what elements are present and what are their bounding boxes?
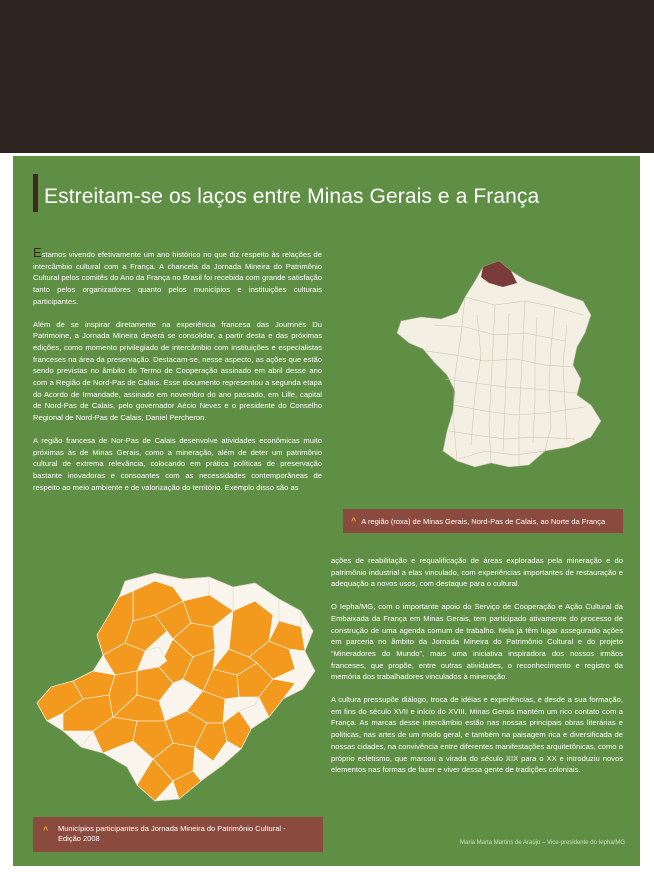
- france-outline: [397, 261, 601, 467]
- right-text-column: [331, 555, 623, 787]
- paragraph-nord-pas-de-calais: A região francesa de Nor-Pas de Calais desenvolve atividades econômicas muito próximas às de Minas Gerais, como a mineração, além de deter um patrimônio cultural de extrema relevância, colocando em prática políticas de preservação bastante inovadoras e consoantes com as necessidades contemporâneas de respeito ao meio ambiente e de valorização do território. Exemplo disso são as: [33, 435, 322, 492]
- author-signature: Maria Marta Martins de Araújo – Vice-presidente do Iepha/MG: [460, 840, 625, 846]
- france-caption-line: [351, 516, 605, 527]
- paragraph-intro: [33, 247, 322, 308]
- top-header-band: [0, 0, 654, 153]
- france-map: [395, 255, 617, 475]
- minas-gerais-map: [33, 571, 323, 806]
- paragraph-reabilitacao: ações de reabilitação e requalificação de áreas exploradas pela mineração e do patrimônio industrial a elas vinculado, com experiências importantes de restauração e adequação a novos usos, com destaque para o cultural.: [331, 556, 623, 589]
- minas-caption-text: Municípios participantes da Jornada Mineira do Patrimônio Cultural - Edição 2008: [58, 824, 286, 843]
- paragraph-iepha: O Iepha/MG, com o importante apoio do Serviço de Cooperação e Ação Cultural da Embaixada da França em Minas Gerais, tem participado ativamente do processo de construção de uma agenda comum de trabalho. Nela já têm lugar assegurado ações em parceria no âmbito da Jornada Mineira do Patrimônio Cultural e do projeto “Mineradores do Mundo”, mais uma iniciativa inspiradora dos nossos irmãos franceses, que propõe, entre outras atividades, o reconhecimento e registro da memória dos trabalhadores vinculados à mineração.: [331, 602, 623, 682]
- drop-cap: E: [33, 245, 42, 260]
- article-title: Estreitam-se os laços entre Minas Gerais e a França: [44, 185, 540, 208]
- paragraph-cultura: A cultura pressupõe diálogo, troca de idéias e experiências, e desde a sua formação, em fins do século XVII e início do XVIII, Minas Gerais mantém um rico contato com a França. As marcas desse intercâmbio estão nas nossas principais obras literárias e políticas, nas artes de um modo geral, e também na paisagem rica e diversificada de nossas cidades, na convivência entre diferentes manifestações arquitetônicas, como o próprio ecletismo, que marcou a virada do século XIX para o XX e introduziu novos elementos nas formas de fazer e viver dessa gente de tradições coloniais.: [331, 695, 623, 775]
- paragraph-intro-text: stamos vivendo efetivamente um ano histórico no que diz respeito às relações de intercâmbio cultural com a França. A chancela da Jornada Mineira do Patrimônio Cultural pelos comitês do Ano da França no Brasil foi recebida com grande satisfação tanto pelos organizadores quanto pelos municípios e instituições culturais participantes.: [33, 250, 322, 306]
- article-page: [13, 156, 640, 866]
- france-caption-text: A região (roxa) de Minas Gerais, Nord-Pas de Calais, ao Norte da França: [361, 517, 606, 526]
- title-block: [33, 174, 623, 212]
- minas-map-caption: [33, 817, 323, 852]
- paragraph-journees: Além de se inspirar diretamente na experiência francesa das Journnés Du Patrimoine, a Jornada Mineira deverá se consolidar, a partir desta e das próximas edições, como momento privilegiado de intercâmbio com instituições e especialistas franceses na área da preservação. Destacam-se, nesse aspecto, as ações que estão sendo previstas no âmbito do Termo de Cooperação assinado em abril desse ano com a Região de Nord-Pas de Calais. Esse documento representou a segunda etapa do Acordo de Irmandade, assinado em novembro do ano passado, em Lille, capital de Nord-Pas de Calais, pelo governador Aécio Neves e o presidente do Conselho Regional de Nord-Pas de Calais, Daniel Percheron.: [33, 319, 322, 423]
- chevron-up-icon: ^: [351, 516, 357, 526]
- chevron-up-icon: ^: [43, 825, 49, 835]
- france-map-caption: [343, 509, 623, 533]
- left-text-column: [33, 247, 322, 504]
- title-accent-bar: [33, 174, 38, 212]
